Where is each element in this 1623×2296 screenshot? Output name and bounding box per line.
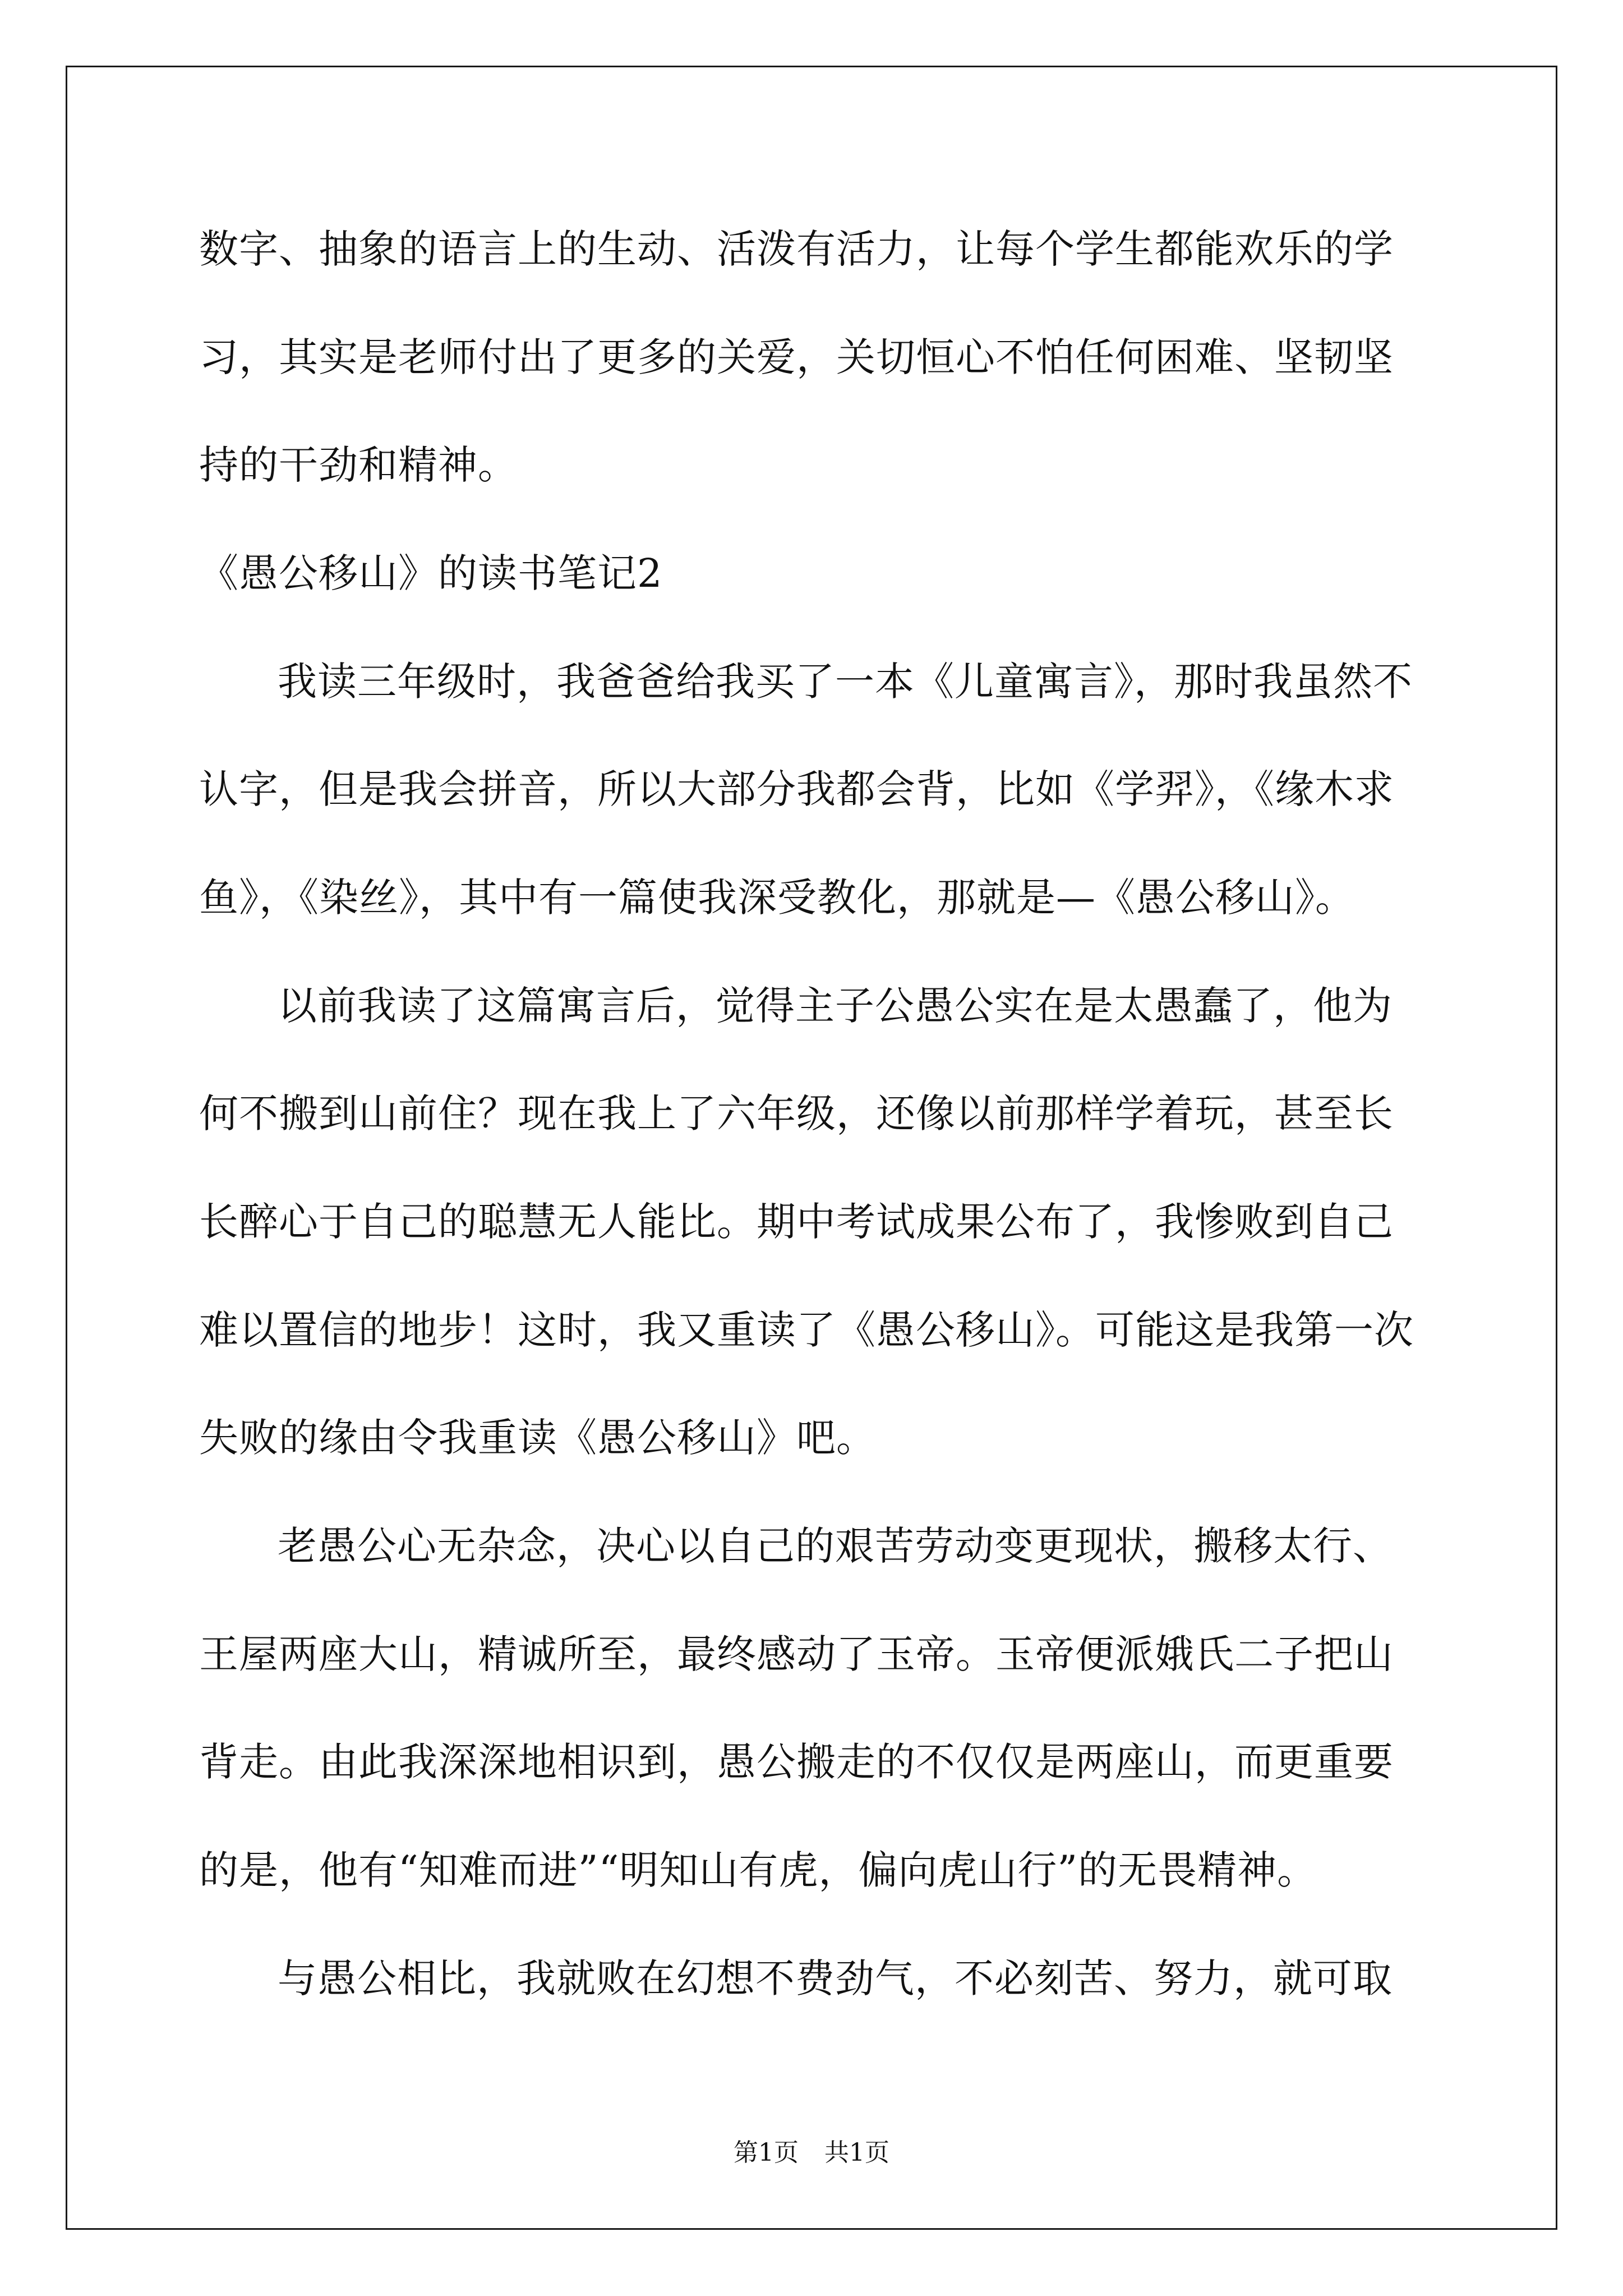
paragraph-start: 与愚公相比，我就败在幻想不费劲气，不必刻苦、努力，就可取	[278, 1955, 1393, 2001]
text-line: 数字、抽象的语言上的生动、活泼有活力，让每个学生都能欢乐的学	[199, 226, 1394, 272]
text-line: 认字，但是我会拼音，所以大部分我都会背，比如《学羿》，《缘木求	[199, 766, 1394, 812]
paragraph-start: 以前我读了这篇寓言后，觉得主子公愚公实在是太愚蠢了，他为	[278, 983, 1393, 1029]
text-line: 王屋两座大山，精诚所至，最终感动了玉帝。玉帝便派娥氏二子把山	[199, 1631, 1394, 1677]
page-number: 第1页	[734, 2138, 799, 2167]
section-heading: 《愚公移山》的读书笔记2	[199, 550, 663, 596]
text-line: 失败的缘由令我重读《愚公移山》吧。	[199, 1415, 876, 1461]
text-line: 背走。由此我深深地相识到，愚公搬走的不仅仅是两座山，而更重要	[199, 1739, 1394, 1785]
text-line: 鱼》，《染丝》，其中有一篇使我深受教化，那就是—《愚公移山》。	[199, 875, 1355, 921]
text-line: 难以置信的地步！这时，我又重读了《愚公移山》。可能这是我第一次	[199, 1307, 1414, 1353]
text-line: 习，其实是老师付出了更多的关爱，关切恒心不怕任何困难、坚韧坚	[199, 334, 1394, 380]
paragraph-start: 老愚公心无杂念，决心以自己的艰苦劳动变更现状，搬移太行、	[278, 1523, 1393, 1569]
text-line: 何不搬到山前住？现在我上了六年级，还像以前那样学着玩，甚至长	[199, 1091, 1394, 1137]
page-total: 共1页	[824, 2138, 889, 2167]
text-line: 持的干劲和精神。	[199, 442, 518, 488]
page-border	[66, 66, 1557, 2230]
text-line: 长醉心于自己的聪慧无人能比。期中考试成果公布了，我惨败到自己	[199, 1199, 1394, 1245]
paragraph-start: 我读三年级时，我爸爸给我买了一本《儿童寓言》，那时我虽然不	[278, 659, 1413, 705]
text-line: 的是，他有“知难而进”“明知山有虎，偏向虎山行”的无畏精神。	[199, 1847, 1317, 1893]
page-footer	[0, 2136, 1623, 2170]
